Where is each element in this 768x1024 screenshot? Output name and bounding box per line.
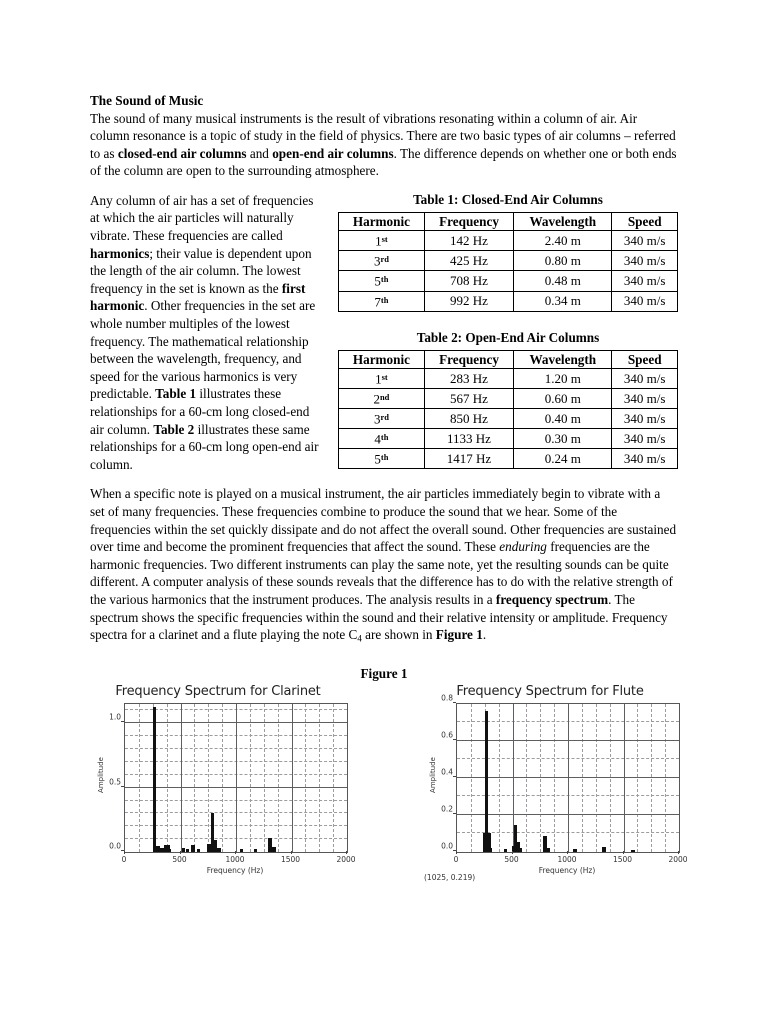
y-axis-tick-mark xyxy=(121,786,124,787)
cell-wavelength: 0.30 m xyxy=(514,429,612,449)
y-axis-tick-mark xyxy=(453,813,456,814)
gridline-vertical-minor xyxy=(596,704,597,852)
spectrum-peak xyxy=(197,849,200,852)
spectrum-peak xyxy=(160,848,164,852)
column-header-wavelength: Wavelength xyxy=(514,212,612,231)
left-text-column xyxy=(90,192,322,474)
cell-speed: 340 m/s xyxy=(612,251,678,271)
x-axis-tick-mark xyxy=(456,851,457,854)
spectrum-peak xyxy=(217,848,221,852)
gridline-vertical-minor xyxy=(208,704,209,852)
spectrum-peak xyxy=(546,848,550,852)
plot-area-wrapper xyxy=(97,703,356,875)
x-axis-label: Frequency (Hz) xyxy=(206,865,264,875)
cell-harmonic: 3rd xyxy=(339,409,425,429)
harmonics-paragraph: Any column of air has a set of frequencies at which the air particles will naturally vibrate. These frequencies are called harmonics; their value is dependent upon the length of the air column. The lowest frequency in the set is known as the first harmonic. Other frequencies in the set are whole number multiples of the lowest frequency. The mathematical relationship between the wavelength, frequency, and speed for the various harmonics is very predictable. Table 1 illustrates these relationships for a 60-cm long closed-end air column. Table 2 illustrates these same relationships for a 60-cm long open-end air column. xyxy=(90,192,319,472)
tables-column xyxy=(322,192,678,471)
gridline-vertical-minor xyxy=(194,704,195,852)
y-axis-tick-label: 0.8 xyxy=(441,693,453,703)
y-axis-tick-label: 1.0 xyxy=(109,712,121,722)
y-axis-tick-label: 0.0 xyxy=(109,841,121,851)
cell-frequency: 567 Hz xyxy=(424,389,513,409)
ordinal-suffix: rd xyxy=(380,412,389,423)
cell-speed: 340 m/s xyxy=(612,449,678,469)
cell-wavelength: 1.20 m xyxy=(514,369,612,389)
table-row xyxy=(339,449,678,469)
y-axis-label: Amplitude xyxy=(97,757,105,793)
gridline-vertical-minor xyxy=(540,704,541,852)
spectrum-peak xyxy=(485,711,488,852)
table-header-row xyxy=(339,212,678,231)
cell-frequency: 283 Hz xyxy=(424,369,513,389)
x-axis-tick-label: 1500 xyxy=(612,854,633,864)
spectrum-paragraph: When a specific note is played on a musical instrument, the air particles immediately begin to vibrate with a set of many frequencies. These frequencies combine to produce the sound that we hear. Some of the frequencies within the set quickly dissipate and do not affect the overall sound. Other frequencies are sustained over time and become the prominent frequencies that affect the sound. These enduring frequencies are the harmonic frequencies. Two different instruments can play the same note, yet the resulting sounds can be quite different. A computer analysis of these sounds reveals that the difference has to do with the relative strength of the various harmonics that the instrument produces. The analysis results in a frequency spectrum. The spectrum shows the specific frequencies within the sound and their relative intensity or amplitude. Frequency spectra for a clarinet and a flute playing the note $C_4$ are shown in Figure 1. xyxy=(90,486,677,644)
gridline-vertical-major xyxy=(624,704,625,852)
column-header-harmonic: Harmonic xyxy=(339,350,425,369)
cell-harmonic: 5th xyxy=(339,449,425,469)
spectrum-peak xyxy=(518,848,522,852)
spectrum-peak xyxy=(153,707,156,852)
spectrum-peak xyxy=(504,849,507,852)
cell-wavelength: 0.60 m xyxy=(514,389,612,409)
y-axis-label: Amplitude xyxy=(429,757,437,793)
cell-frequency: 1133 Hz xyxy=(424,429,513,449)
y-axis-tick-mark xyxy=(121,721,124,722)
spectrum-peak xyxy=(602,847,606,852)
intro-paragraph: The sound of many musical instruments is the result of vibrations resonating within a column of air. Air column resonance is a topic of study in the field of physics. There are two basic types of air columns – referred to as closed-end air columns and open-end air columns. The difference depends on whether one or both ends of the column are open to the surrounding atmosphere. xyxy=(90,110,677,179)
gridline-vertical-minor xyxy=(610,704,611,852)
spectrum-peak xyxy=(240,849,243,852)
gridline-vertical-minor xyxy=(319,704,320,852)
gridline-vertical-minor xyxy=(637,704,638,852)
x-axis-tick-label: 1500 xyxy=(280,854,301,864)
gridline-vertical-minor xyxy=(250,704,251,852)
table-row xyxy=(339,429,678,449)
cell-harmonic: 1st xyxy=(339,231,425,251)
columns-region xyxy=(90,192,678,474)
cell-harmonic: 4th xyxy=(339,429,425,449)
gridline-vertical-minor xyxy=(167,704,168,852)
cell-frequency: 708 Hz xyxy=(424,271,513,291)
y-axis-tick-label: 0.2 xyxy=(441,804,453,814)
column-header-speed: Speed xyxy=(612,350,678,369)
y-axis-tick-mark xyxy=(453,702,456,703)
y-axis-tick-label: 0.4 xyxy=(441,767,453,777)
chart-flute xyxy=(422,683,688,882)
gridline-vertical-minor xyxy=(333,704,334,852)
x-axis-tick-label: 500 xyxy=(504,854,519,864)
table2-caption: Table 2: Open-End Air Columns xyxy=(416,329,600,345)
plot-area xyxy=(124,703,348,853)
cell-harmonic: 3rd xyxy=(339,251,425,271)
ordinal-suffix: st xyxy=(381,234,388,245)
cell-wavelength: 0.48 m xyxy=(514,271,612,291)
x-axis-tick-mark xyxy=(678,851,679,854)
x-axis-tick-mark xyxy=(180,851,181,854)
gridline-vertical-major xyxy=(181,704,182,852)
table1-body xyxy=(339,231,678,311)
ordinal-suffix: rd xyxy=(380,254,389,265)
table-open-end-air-columns xyxy=(338,350,678,470)
x-axis-label: Frequency (Hz) xyxy=(538,865,596,875)
column-header-harmonic: Harmonic xyxy=(339,212,425,231)
spectrum-peak xyxy=(272,847,276,852)
table-row xyxy=(339,369,678,389)
x-axis-tick-label: 0 xyxy=(121,854,127,864)
plot-area-wrapper xyxy=(424,693,688,882)
table-row xyxy=(339,251,678,271)
y-axis-tick-label: 0.5 xyxy=(109,777,121,787)
ordinal-suffix: th xyxy=(380,432,389,443)
cell-wavelength: 0.80 m xyxy=(514,251,612,271)
chart-title: Frequency Spectrum for Flute xyxy=(456,683,644,699)
gridline-vertical-minor xyxy=(651,704,652,852)
ordinal-suffix: nd xyxy=(379,392,390,403)
figure-caption: Figure 1 xyxy=(360,665,408,681)
gridline-vertical-minor xyxy=(278,704,279,852)
cell-wavelength: 0.24 m xyxy=(514,449,612,469)
cell-wavelength: 0.40 m xyxy=(514,409,612,429)
ordinal-suffix: st xyxy=(381,372,388,383)
x-axis-tick-mark xyxy=(124,851,125,854)
spectrum-peak xyxy=(573,849,577,852)
plot-area xyxy=(456,703,680,853)
cell-frequency: 425 Hz xyxy=(424,251,513,271)
x-axis-tick-label: 1000 xyxy=(557,854,577,864)
x-axis-tick-label: 1000 xyxy=(225,854,245,864)
ordinal-suffix: th xyxy=(380,274,389,285)
cell-wavelength: 0.34 m xyxy=(514,291,612,311)
cell-frequency: 992 Hz xyxy=(424,291,513,311)
table2-body xyxy=(339,369,678,469)
x-axis-tick-label: 500 xyxy=(172,854,187,864)
gridline-vertical-major xyxy=(292,704,293,852)
column-header-frequency: Frequency xyxy=(424,350,513,369)
column-header-speed: Speed xyxy=(612,212,678,231)
x-axis-tick-label: 2000 xyxy=(336,854,356,864)
x-axis-tick-mark xyxy=(346,851,347,854)
cell-harmonic: 5th xyxy=(339,271,425,291)
cell-wavelength: 2.40 m xyxy=(514,231,612,251)
spectrum-peak xyxy=(186,849,189,852)
x-axis-tick-mark xyxy=(291,851,292,854)
table-spacer xyxy=(338,314,678,330)
cell-speed: 340 m/s xyxy=(612,409,678,429)
gridline-vertical-minor xyxy=(554,704,555,852)
chart-clarinet xyxy=(90,683,356,875)
cell-harmonic: 1st xyxy=(339,369,425,389)
cell-speed: 340 m/s xyxy=(612,271,678,291)
page-title: The Sound of Music xyxy=(90,93,204,108)
table-row xyxy=(339,409,678,429)
cell-harmonic: 7th xyxy=(339,291,425,311)
cell-speed: 340 m/s xyxy=(612,231,678,251)
y-axis-tick-label: 0.6 xyxy=(441,730,453,740)
gridline-vertical-major xyxy=(568,704,569,852)
spectrum-peak xyxy=(182,848,185,852)
spectrum-peak xyxy=(483,833,486,852)
gridline-vertical-minor xyxy=(499,704,500,852)
cell-speed: 340 m/s xyxy=(612,389,678,409)
spectrum-peak xyxy=(631,850,635,852)
chart-annotation: (1025, 0.219) xyxy=(424,872,476,882)
table-header-row xyxy=(339,350,678,369)
table-closed-end-air-columns xyxy=(338,212,678,312)
gridline-vertical-minor xyxy=(526,704,527,852)
cell-speed: 340 m/s xyxy=(612,291,678,311)
figure-charts xyxy=(90,683,688,882)
gridline-vertical-minor xyxy=(582,704,583,852)
cell-speed: 340 m/s xyxy=(612,369,678,389)
ordinal-suffix: th xyxy=(380,294,389,305)
table-row xyxy=(339,271,678,291)
y-axis-tick-mark xyxy=(453,739,456,740)
gridline-vertical-minor xyxy=(471,704,472,852)
spectrum-peak xyxy=(191,845,195,852)
cell-frequency: 850 Hz xyxy=(424,409,513,429)
ordinal-suffix: th xyxy=(380,452,389,463)
column-header-frequency: Frequency xyxy=(424,212,513,231)
chart-title: Frequency Spectrum for Clarinet xyxy=(115,683,321,699)
x-axis-tick-mark xyxy=(567,851,568,854)
x-axis-tick-mark xyxy=(235,851,236,854)
y-axis-tick-label: 0.0 xyxy=(441,841,453,851)
y-axis-tick-mark xyxy=(453,776,456,777)
gridline-vertical-minor xyxy=(305,704,306,852)
table1-caption: Table 1: Closed-End Air Columns xyxy=(413,191,603,207)
x-axis-tick-mark xyxy=(512,851,513,854)
x-axis-tick-label: 2000 xyxy=(668,854,688,864)
spectrum-peak xyxy=(254,849,257,852)
table-row xyxy=(339,231,678,251)
gridline-vertical-minor xyxy=(139,704,140,852)
cell-frequency: 142 Hz xyxy=(424,231,513,251)
document-content xyxy=(90,92,688,882)
x-axis-tick-mark xyxy=(623,851,624,854)
column-header-wavelength: Wavelength xyxy=(514,350,612,369)
table-row xyxy=(339,389,678,409)
spectrum-peak xyxy=(488,848,492,852)
x-axis-tick-label: 0 xyxy=(453,854,459,864)
table-row xyxy=(339,291,678,311)
cell-harmonic: 2nd xyxy=(339,389,425,409)
gridline-vertical-minor xyxy=(665,704,666,852)
cell-speed: 340 m/s xyxy=(612,429,678,449)
gridline-vertical-minor xyxy=(222,704,223,852)
gridline-vertical-minor xyxy=(264,704,265,852)
cell-frequency: 1417 Hz xyxy=(424,449,513,469)
spectrum-peak xyxy=(167,849,171,852)
gridline-vertical-major xyxy=(236,704,237,852)
